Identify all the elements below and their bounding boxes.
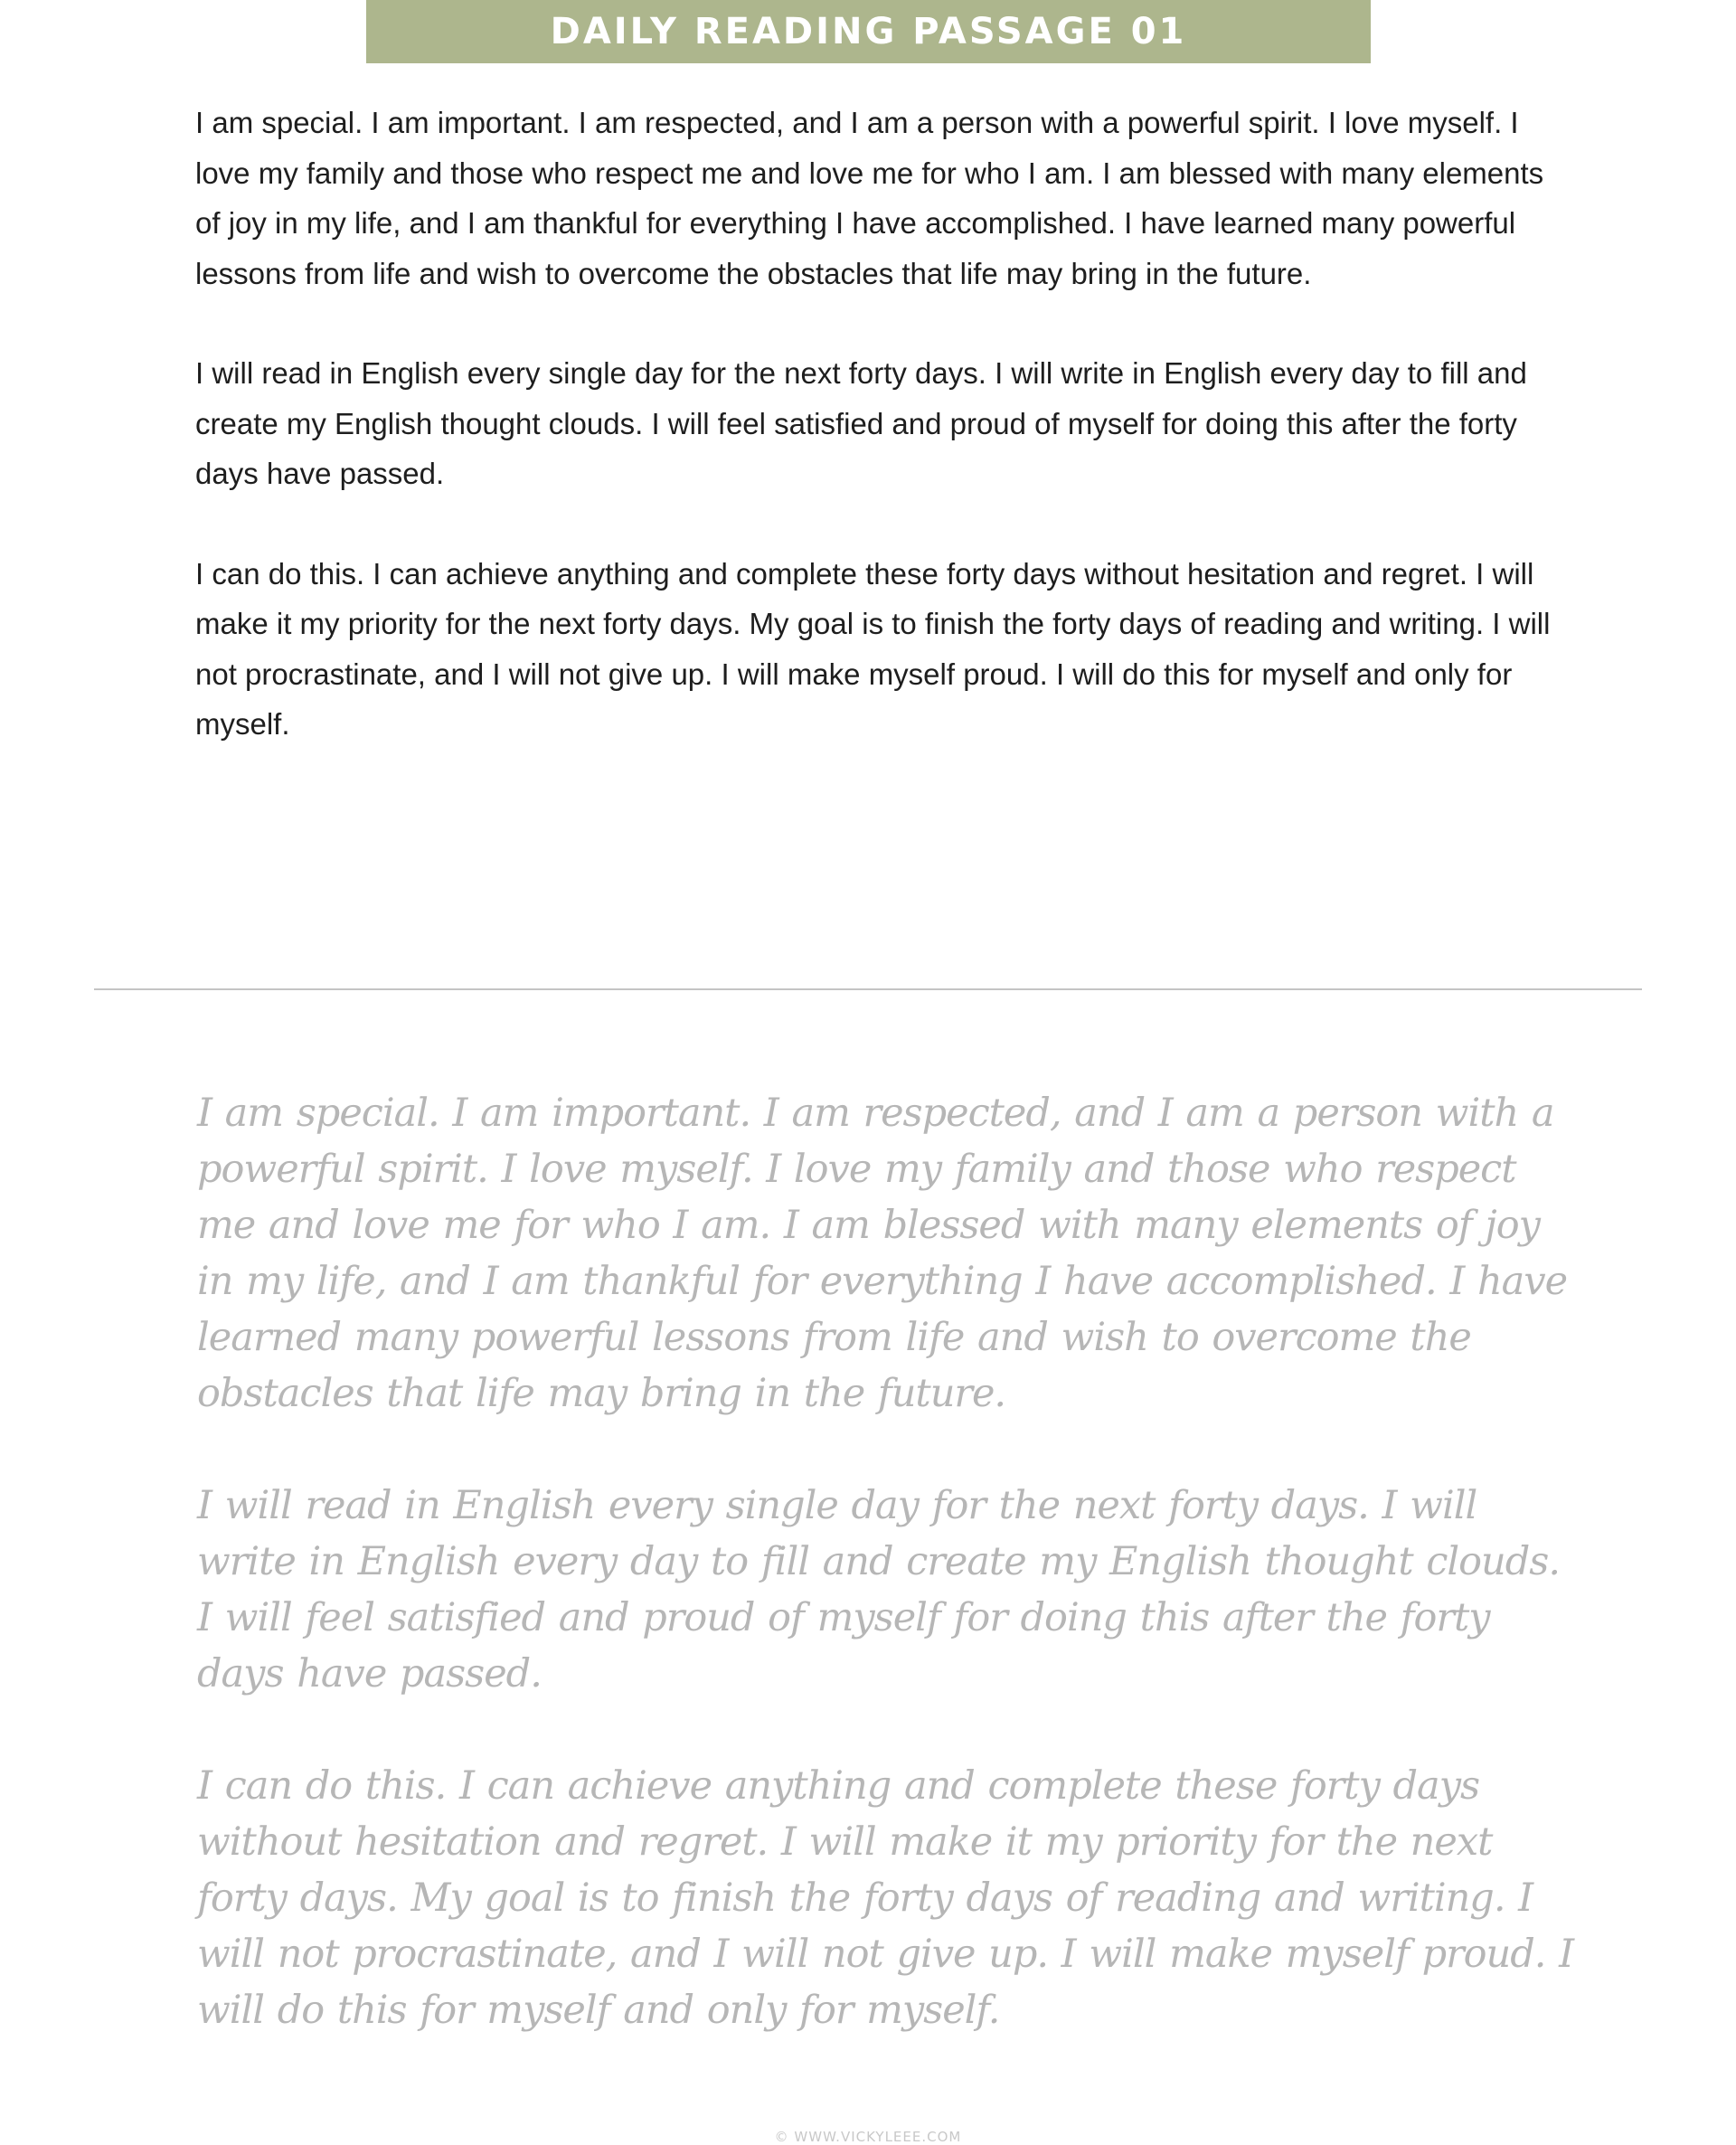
header-banner — [366, 0, 1371, 63]
tracing-passage — [197, 1085, 1580, 2094]
section-divider — [94, 988, 1642, 990]
printed-passage — [195, 98, 1552, 799]
footer-copyright: © WWW.VICKYLEEE.COM — [774, 2129, 962, 2145]
tracing-paragraph-3: I can do this. I can achieve anything and complete these forty days without hesitation and regret. I will make it my priority for the next forty days. My goal is to finish the forty days of reading and writing. I will not procrastinate, and I will not give up. I will make myself proud. I will do this for myself and only for myself. — [197, 1763, 1574, 2033]
tracing-paragraph-1: I am special. I am important. I am respected, and I am a person with a powerful spirit. I love myself. I love my family and those who respect me and love me for who I am. I am blessed with many elements of joy in my life, and I am thankful for everything I have accomplished. I have learned many powerful lessons from life and wish to overcome the obstacles that life may bring in the future. — [197, 1091, 1568, 1416]
tracing-paragraph-2: I will read in English every single day for the next forty days. I will write in English every day to fill and create my English thought clouds. I will feel satisfied and proud of myself for doing this after the forty days have passed. — [197, 1483, 1560, 1696]
printed-paragraph-2: I will read in English every single day for the next forty days. I will write in English every day to fill and create my English thought clouds. I will feel satisfied and proud of myself for doing this after the forty days have passed. — [195, 356, 1527, 490]
printed-paragraph-1: I am special. I am important. I am respected, and I am a person with a powerful spirit. I love myself. I love my family and those who respect me and love me for who I am. I am blessed with many elements of joy in my life, and I am thankful for everything I have accomplished. I have learned many powerful lessons from life and wish to overcome the obstacles that life may bring in the future. — [195, 106, 1544, 290]
page-title: DAILY READING PASSAGE 01 — [550, 11, 1187, 52]
printed-paragraph-3: I can do this. I can achieve anything and complete these forty days without hesitation and regret. I will make it my priority for the next forty days. My goal is to finish the forty days of reading and writing. I will not procrastinate, and I will not give up. I will make myself proud. I will do this for myself and only for myself. — [195, 556, 1551, 741]
